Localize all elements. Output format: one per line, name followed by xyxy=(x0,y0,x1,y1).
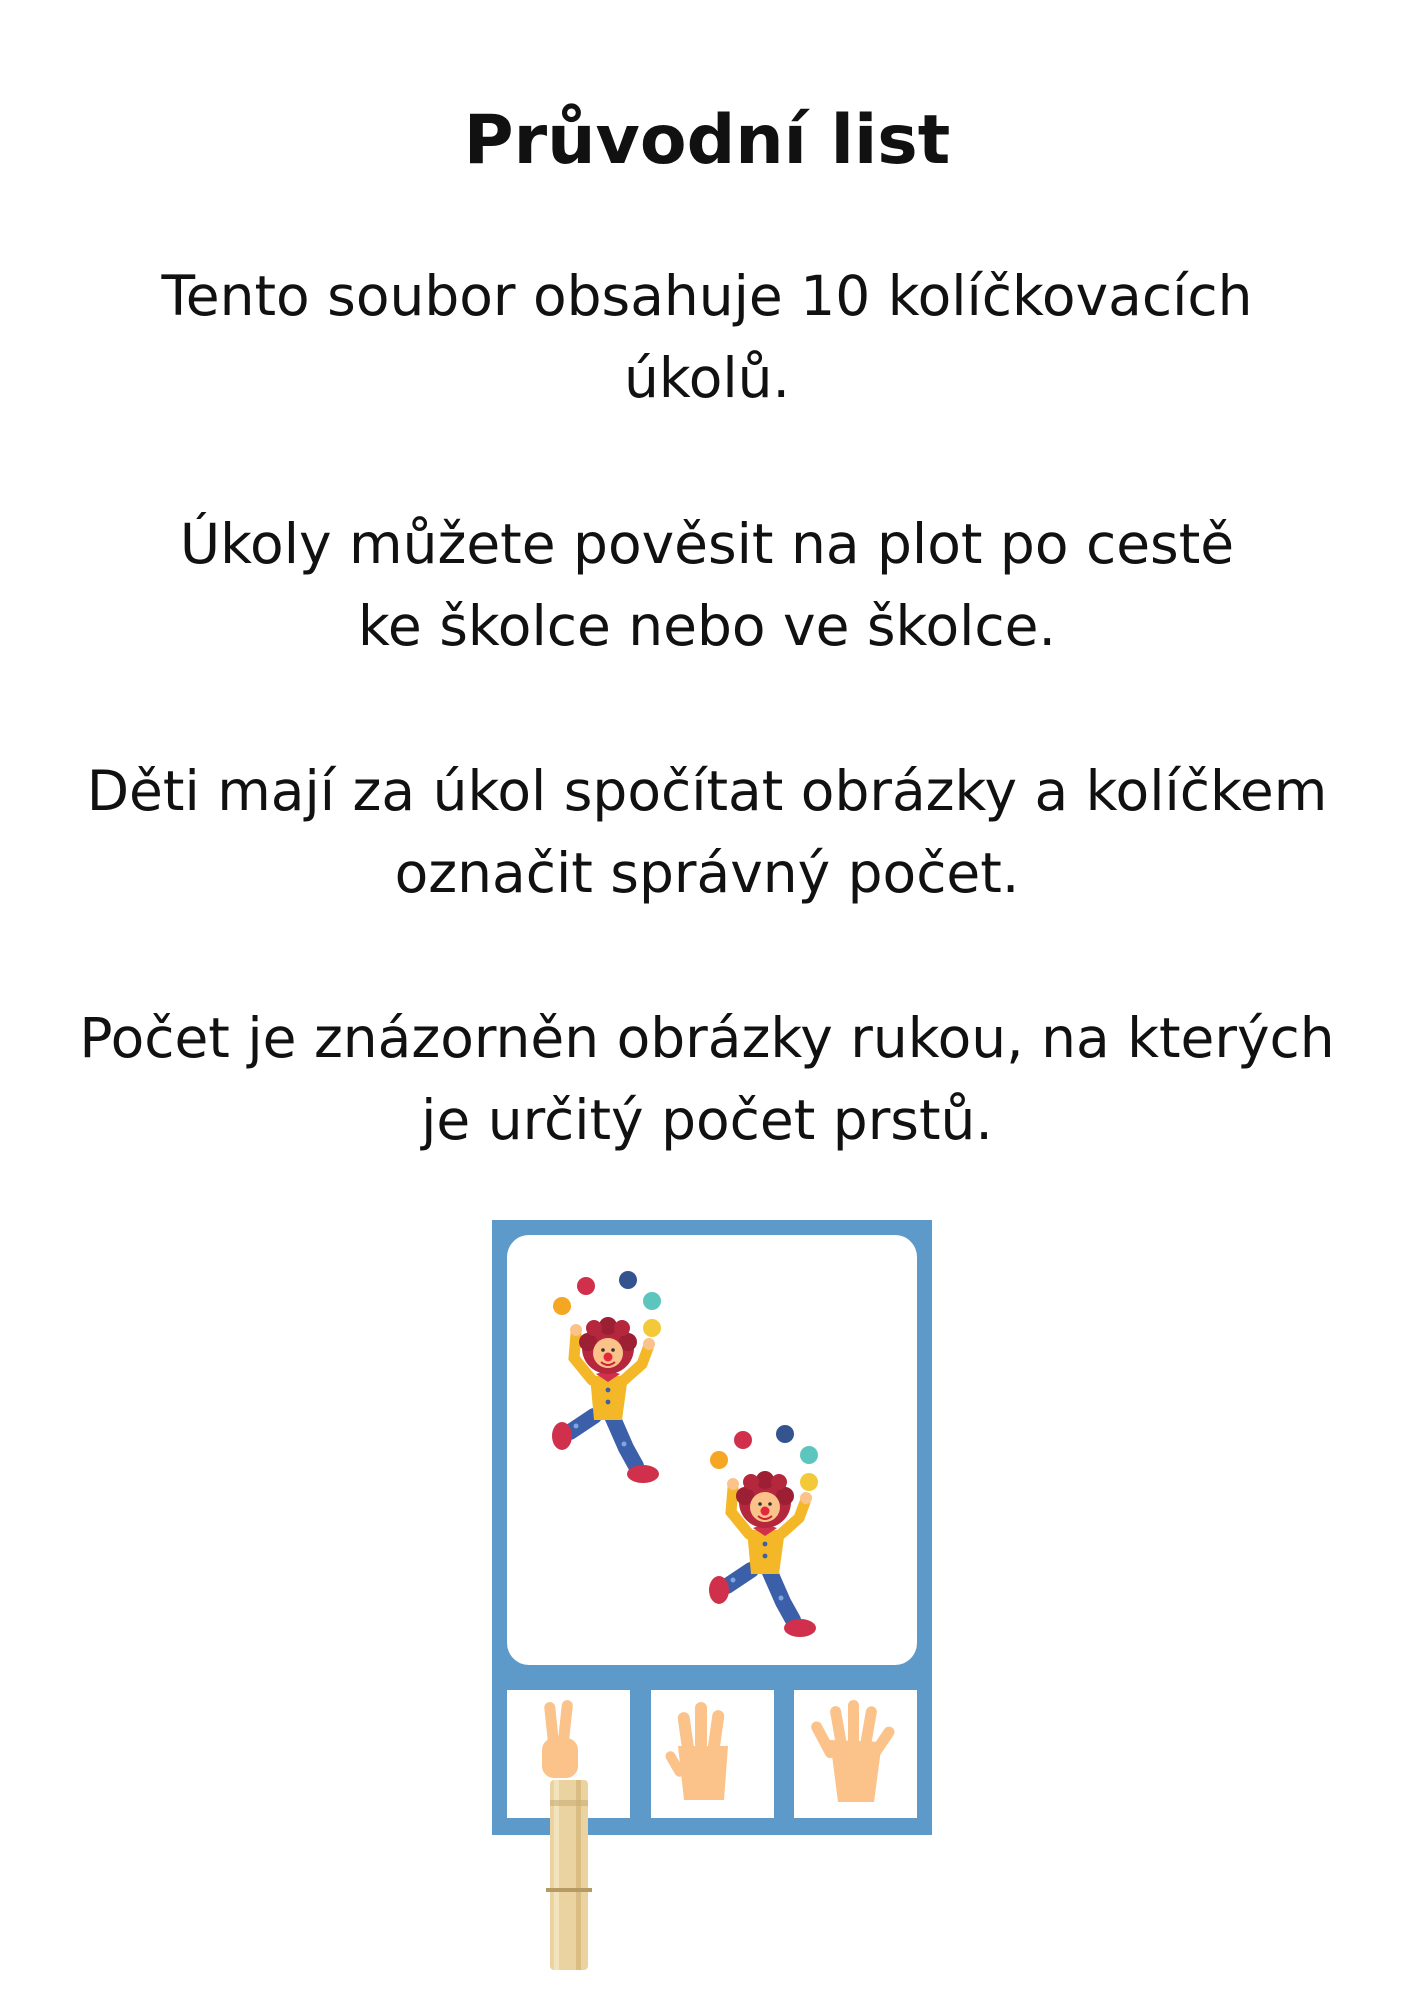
usage-paragraph xyxy=(40,503,1374,667)
intro-line-2: úkolů. xyxy=(623,346,791,410)
task-paragraph xyxy=(40,750,1374,914)
usage-line-1: Úkoly můžete pověsit na plot po cestě xyxy=(179,512,1235,576)
example-task-card xyxy=(492,1220,932,1980)
hands-line-2: je určitý počet prstů. xyxy=(421,1088,993,1152)
clothespin-icon xyxy=(546,1780,592,1970)
task-line-1: Děti mají za úkol spočítat obrázky a kolíčkem xyxy=(86,759,1328,823)
intro-paragraph xyxy=(40,255,1374,419)
usage-line-2: ke školce nebo ve školce. xyxy=(358,594,1056,658)
intro-line-1: Tento soubor obsahuje 10 kolíčkovacích xyxy=(161,264,1253,328)
picture-area xyxy=(507,1235,917,1665)
hands-paragraph xyxy=(40,997,1374,1161)
hands-line-1: Počet je znázorněn obrázky rukou, na kterých xyxy=(79,1006,1335,1070)
page-title: Průvodní list xyxy=(463,101,951,180)
task-line-2: označit správný počet. xyxy=(394,841,1020,905)
